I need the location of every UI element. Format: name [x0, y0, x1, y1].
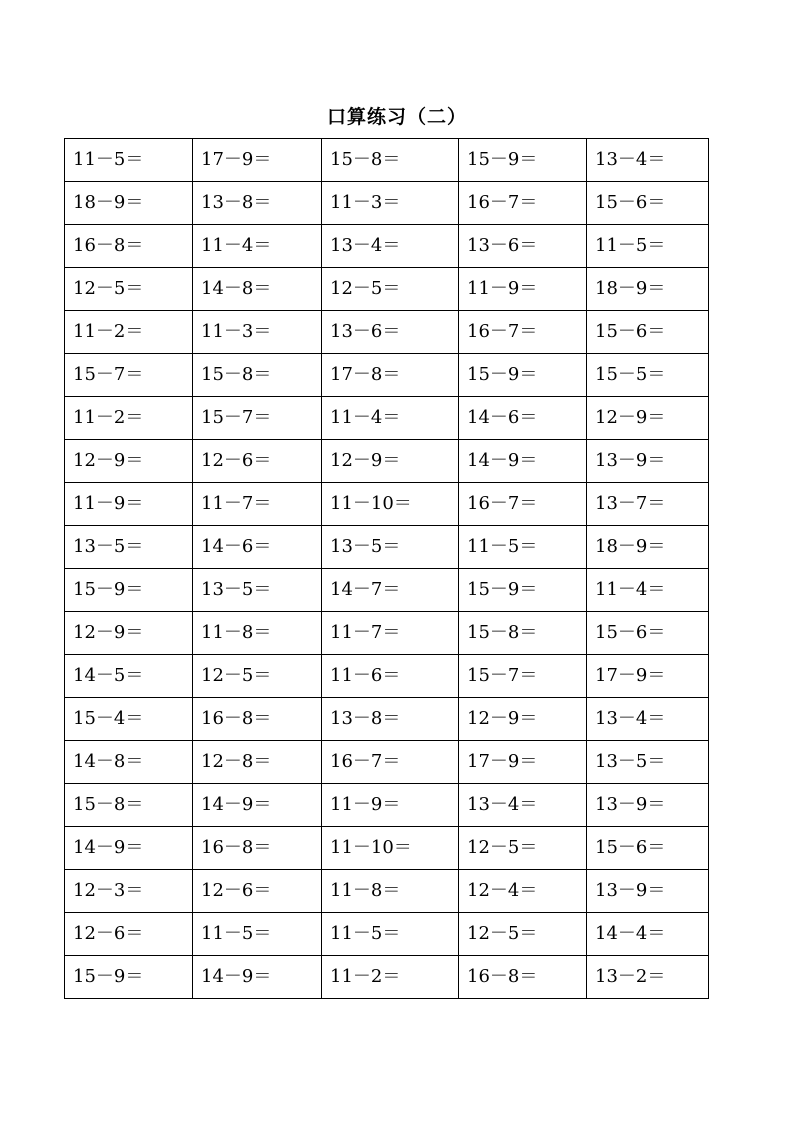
problem-cell: 11－4＝ — [193, 225, 322, 268]
problem-cell: 16－7＝ — [459, 311, 587, 354]
problem-cell: 15－8＝ — [65, 784, 193, 827]
problem-cell: 18－9＝ — [587, 268, 709, 311]
problem-cell: 11－9＝ — [459, 268, 587, 311]
table-row — [65, 268, 709, 311]
problem-cell: 11－5＝ — [587, 225, 709, 268]
problem-cell: 14－9＝ — [193, 956, 322, 999]
problem-cell: 15－6＝ — [587, 311, 709, 354]
problem-cell: 15－6＝ — [587, 182, 709, 225]
problem-cell: 11－4＝ — [322, 397, 459, 440]
table-row — [65, 139, 709, 182]
problem-cell: 11－5＝ — [322, 913, 459, 956]
problem-cell: 15－7＝ — [459, 655, 587, 698]
problem-cell: 12－9＝ — [322, 440, 459, 483]
problem-cell: 13－5＝ — [65, 526, 193, 569]
table-row — [65, 956, 709, 999]
problem-cell: 16－7＝ — [459, 182, 587, 225]
problem-cell: 11－5＝ — [193, 913, 322, 956]
problem-cell: 11－3＝ — [193, 311, 322, 354]
table-row — [65, 655, 709, 698]
table-row — [65, 827, 709, 870]
problem-cell: 13－4＝ — [587, 139, 709, 182]
problem-cell: 11－2＝ — [65, 311, 193, 354]
problem-cell: 15－4＝ — [65, 698, 193, 741]
problem-cell: 11－2＝ — [322, 956, 459, 999]
table-row — [65, 440, 709, 483]
problem-cell: 12－5＝ — [193, 655, 322, 698]
problem-cell: 16－7＝ — [459, 483, 587, 526]
table-row — [65, 870, 709, 913]
problem-cell: 15－8＝ — [193, 354, 322, 397]
problem-cell: 13－5＝ — [587, 741, 709, 784]
problem-cell: 15－7＝ — [193, 397, 322, 440]
problem-cell: 11－2＝ — [65, 397, 193, 440]
arithmetic-table — [64, 138, 709, 999]
table-row — [65, 913, 709, 956]
problem-cell: 13－2＝ — [587, 956, 709, 999]
table-row — [65, 483, 709, 526]
problem-cell: 11－6＝ — [322, 655, 459, 698]
problem-cell: 17－9＝ — [193, 139, 322, 182]
problem-cell: 13－6＝ — [459, 225, 587, 268]
problem-cell: 14－9＝ — [459, 440, 587, 483]
problem-cell: 17－9＝ — [459, 741, 587, 784]
problem-cell: 14－7＝ — [322, 569, 459, 612]
problem-cell: 14－6＝ — [459, 397, 587, 440]
table-row — [65, 311, 709, 354]
problem-cell: 11－4＝ — [587, 569, 709, 612]
problem-cell: 13－4＝ — [587, 698, 709, 741]
problem-cell: 11－3＝ — [322, 182, 459, 225]
problem-cell: 12－5＝ — [322, 268, 459, 311]
problem-cell: 16－8＝ — [65, 225, 193, 268]
problem-cell: 13－5＝ — [322, 526, 459, 569]
problem-cell: 16－8＝ — [459, 956, 587, 999]
problem-cell: 11－7＝ — [322, 612, 459, 655]
problem-cell: 16－7＝ — [322, 741, 459, 784]
problem-cell: 13－6＝ — [322, 311, 459, 354]
problem-cell: 13－7＝ — [587, 483, 709, 526]
problem-cell: 13－5＝ — [193, 569, 322, 612]
table-row — [65, 182, 709, 225]
problem-cell: 12－5＝ — [65, 268, 193, 311]
problem-cell: 15－7＝ — [65, 354, 193, 397]
table-row — [65, 354, 709, 397]
problem-cell: 13－9＝ — [587, 784, 709, 827]
problem-cell: 18－9＝ — [587, 526, 709, 569]
problem-cell: 14－4＝ — [587, 913, 709, 956]
problem-cell: 14－9＝ — [193, 784, 322, 827]
problem-cell: 16－8＝ — [193, 698, 322, 741]
problem-cell: 12－5＝ — [459, 913, 587, 956]
problem-cell: 15－9＝ — [459, 139, 587, 182]
problem-cell: 11－8＝ — [322, 870, 459, 913]
problem-cell: 17－8＝ — [322, 354, 459, 397]
table-row — [65, 612, 709, 655]
problem-cell: 15－6＝ — [587, 612, 709, 655]
table-row — [65, 526, 709, 569]
problem-cell: 15－9＝ — [65, 956, 193, 999]
page-title: 口算练习（二） — [326, 106, 467, 128]
table-row — [65, 784, 709, 827]
problem-cell: 12－9＝ — [65, 440, 193, 483]
problem-cell: 11－10＝ — [322, 827, 459, 870]
problem-cell: 11－5＝ — [459, 526, 587, 569]
problem-cell: 11－9＝ — [322, 784, 459, 827]
problem-cell: 15－9＝ — [65, 569, 193, 612]
arithmetic-table-body — [65, 139, 709, 999]
problem-cell: 13－8＝ — [322, 698, 459, 741]
problem-cell: 11－10＝ — [322, 483, 459, 526]
table-row — [65, 698, 709, 741]
problem-cell: 13－4＝ — [322, 225, 459, 268]
problem-cell: 11－5＝ — [65, 139, 193, 182]
problem-cell: 13－4＝ — [459, 784, 587, 827]
problem-cell: 11－8＝ — [193, 612, 322, 655]
problem-cell: 16－8＝ — [193, 827, 322, 870]
problem-cell: 15－6＝ — [587, 827, 709, 870]
problem-cell: 15－8＝ — [322, 139, 459, 182]
problem-cell: 12－3＝ — [65, 870, 193, 913]
problem-cell: 15－8＝ — [459, 612, 587, 655]
table-row — [65, 569, 709, 612]
problem-cell: 12－6＝ — [193, 440, 322, 483]
problem-cell: 12－8＝ — [193, 741, 322, 784]
problem-cell: 14－8＝ — [65, 741, 193, 784]
problem-cell: 14－8＝ — [193, 268, 322, 311]
problem-cell: 14－9＝ — [65, 827, 193, 870]
problem-cell: 12－4＝ — [459, 870, 587, 913]
problem-cell: 17－9＝ — [587, 655, 709, 698]
problem-cell: 13－9＝ — [587, 870, 709, 913]
problem-cell: 15－5＝ — [587, 354, 709, 397]
problem-cell: 15－9＝ — [459, 569, 587, 612]
problem-cell: 12－9＝ — [65, 612, 193, 655]
problem-cell: 12－6＝ — [65, 913, 193, 956]
problem-cell: 13－8＝ — [193, 182, 322, 225]
problem-cell: 12－9＝ — [587, 397, 709, 440]
problem-cell: 11－9＝ — [65, 483, 193, 526]
problem-cell: 12－6＝ — [193, 870, 322, 913]
problem-cell: 12－5＝ — [459, 827, 587, 870]
problem-cell: 15－9＝ — [459, 354, 587, 397]
table-row — [65, 397, 709, 440]
problem-cell: 11－7＝ — [193, 483, 322, 526]
problem-cell: 14－6＝ — [193, 526, 322, 569]
table-row — [65, 225, 709, 268]
table-row — [65, 741, 709, 784]
problem-cell: 13－9＝ — [587, 440, 709, 483]
problem-cell: 12－9＝ — [459, 698, 587, 741]
problem-cell: 18－9＝ — [65, 182, 193, 225]
problem-cell: 14－5＝ — [65, 655, 193, 698]
